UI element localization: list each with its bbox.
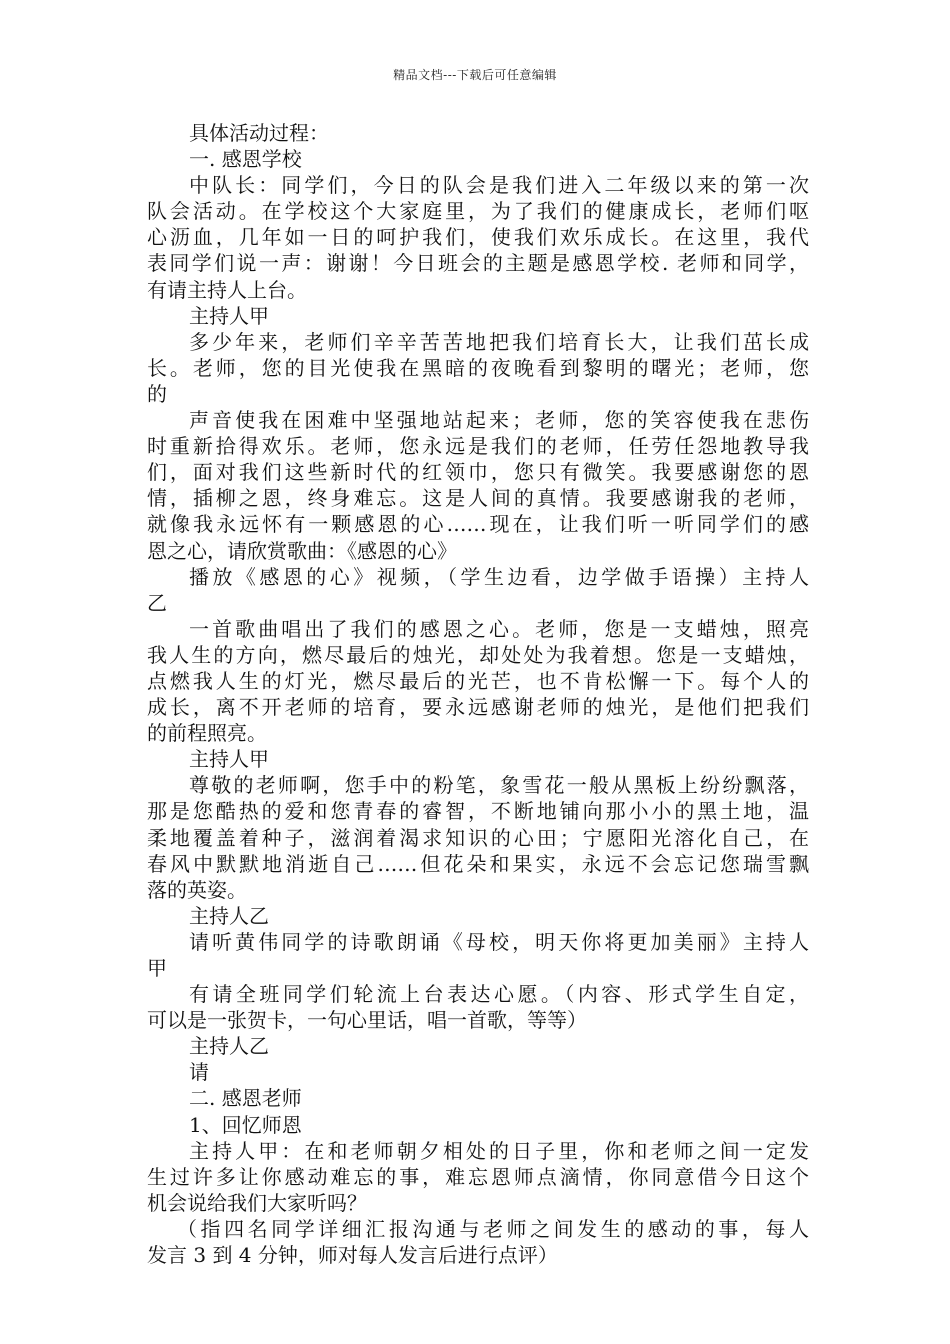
text-line: 表同学们说一声：谢谢！今日班会的主题是感恩学校. 老师和同学， [147,251,809,276]
text-line: 可以是一张贺卡，一句心里话，唱一首歌，等等） [147,1008,587,1033]
text-line: 就像我永远怀有一颗感恩的心……现在，让我们听一听同学们的感 [147,512,809,537]
page-header: 精品文档---下载后可任意编辑 [393,68,557,82]
text-line: 请听黄伟同学的诗歌朗诵《母校，明天你将更加美丽》主持人 [189,929,809,954]
text-line: 二. 感恩老师 [189,1086,302,1111]
text-line: （指四名同学详细汇报沟通与老师之间发生的感动的事，每人 [177,1216,809,1241]
text-line: 乙 [147,590,167,615]
text-line: 甲 [147,956,167,980]
text-line: 主持人甲 [189,303,269,328]
text-line: 一首歌曲唱出了我们的感恩之心。老师，您是一支蜡烛，照亮 [189,616,809,641]
text-line: 我人生的方向，燃尽最后的烛光，却处处为我着想。您是一支蜡烛， [147,642,809,667]
text-line: 的前程照亮。 [147,721,267,746]
text-line: 恩之心，请欣赏歌曲：《感恩的心》 [147,538,457,563]
text-line: 具体活动过程： [189,121,329,145]
text-line: 多少年来，老师们辛辛苦苦地把我们培育长大，让我们茁长成 [189,329,809,354]
text-line: 主持人乙 [189,903,269,928]
text-line: 请 [189,1060,209,1085]
text-line: 机会说给我们大家听吗？ [147,1190,367,1215]
text-line: 尊敬的老师啊，您手中的粉笔，象雪花一般从黑板上纷纷飘落， [189,773,809,798]
text-line: 主持人甲 [189,747,269,772]
text-line: 发言 3 到 4 分钟，师对每人发言后进行点评） [147,1243,558,1268]
text-line: 生过许多让你感动难忘的事，难忘恩师点滴情，你同意借今日这个 [147,1164,809,1189]
text-line: 春风中默默地消逝自己……但花朵和果实，永远不会忘记您瑞雪飘 [147,851,809,876]
text-line: 一. 感恩学校 [189,147,302,172]
text-line: 时重新拾得欢乐。老师，您永远是我们的老师，任劳任怨地教导我 [147,434,809,459]
text-line: 落的英姿。 [147,877,247,902]
text-line: 队会活动。在学校这个大家庭里，为了我们的健康成长，老师们呕 [147,199,809,224]
text-line: 播放《感恩的心》视频，（学生边看，边学做手语操）主持人 [189,564,809,589]
text-line: 的 [147,381,167,406]
text-line: 们，面对我们这些新时代的红领巾，您只有微笑。我要感谢您的恩 [147,460,809,485]
text-line: 1、回忆师恩 [189,1112,302,1137]
text-line: 成长，离不开老师的培育，要永远感谢老师的烛光，是他们把我们 [147,695,809,720]
text-line: 有请主持人上台。 [147,277,307,302]
text-line: 柔地覆盖着种子，滋润着渴求知识的心田；宁愿阳光溶化自己，在 [147,825,809,850]
text-line: 有请全班同学们轮流上台表达心愿。（内容、形式学生自定， [189,982,809,1007]
document-body [147,120,809,1268]
text-line: 中队长：同学们，今日的队会是我们进入二年级以来的第一次 [189,173,809,198]
text-line: 心沥血，几年如一日的呵护我们，使我们欢乐成长。在这里，我代 [147,225,809,250]
text-line: 那是您酷热的爱和您青春的睿智，不断地铺向那小小的黑土地，温 [147,799,809,824]
text-line: 点燃我人生的灯光，燃尽最后的光芒，也不肯松懈一下。每个人的 [147,668,809,693]
text-line: 长。老师，您的目光使我在黑暗的夜晚看到黎明的曙光；老师，您 [147,355,809,380]
text-line: 主持人乙 [189,1034,269,1059]
text-line: 声音使我在困难中坚强地站起来；老师，您的笑容使我在悲伤 [189,408,809,433]
text-line: 主持人甲：在和老师朝夕相处的日子里，你和老师之间一定发 [189,1138,809,1163]
text-line: 情，插柳之恩，终身难忘。这是人间的真情。我要感谢我的老师， [147,486,809,511]
